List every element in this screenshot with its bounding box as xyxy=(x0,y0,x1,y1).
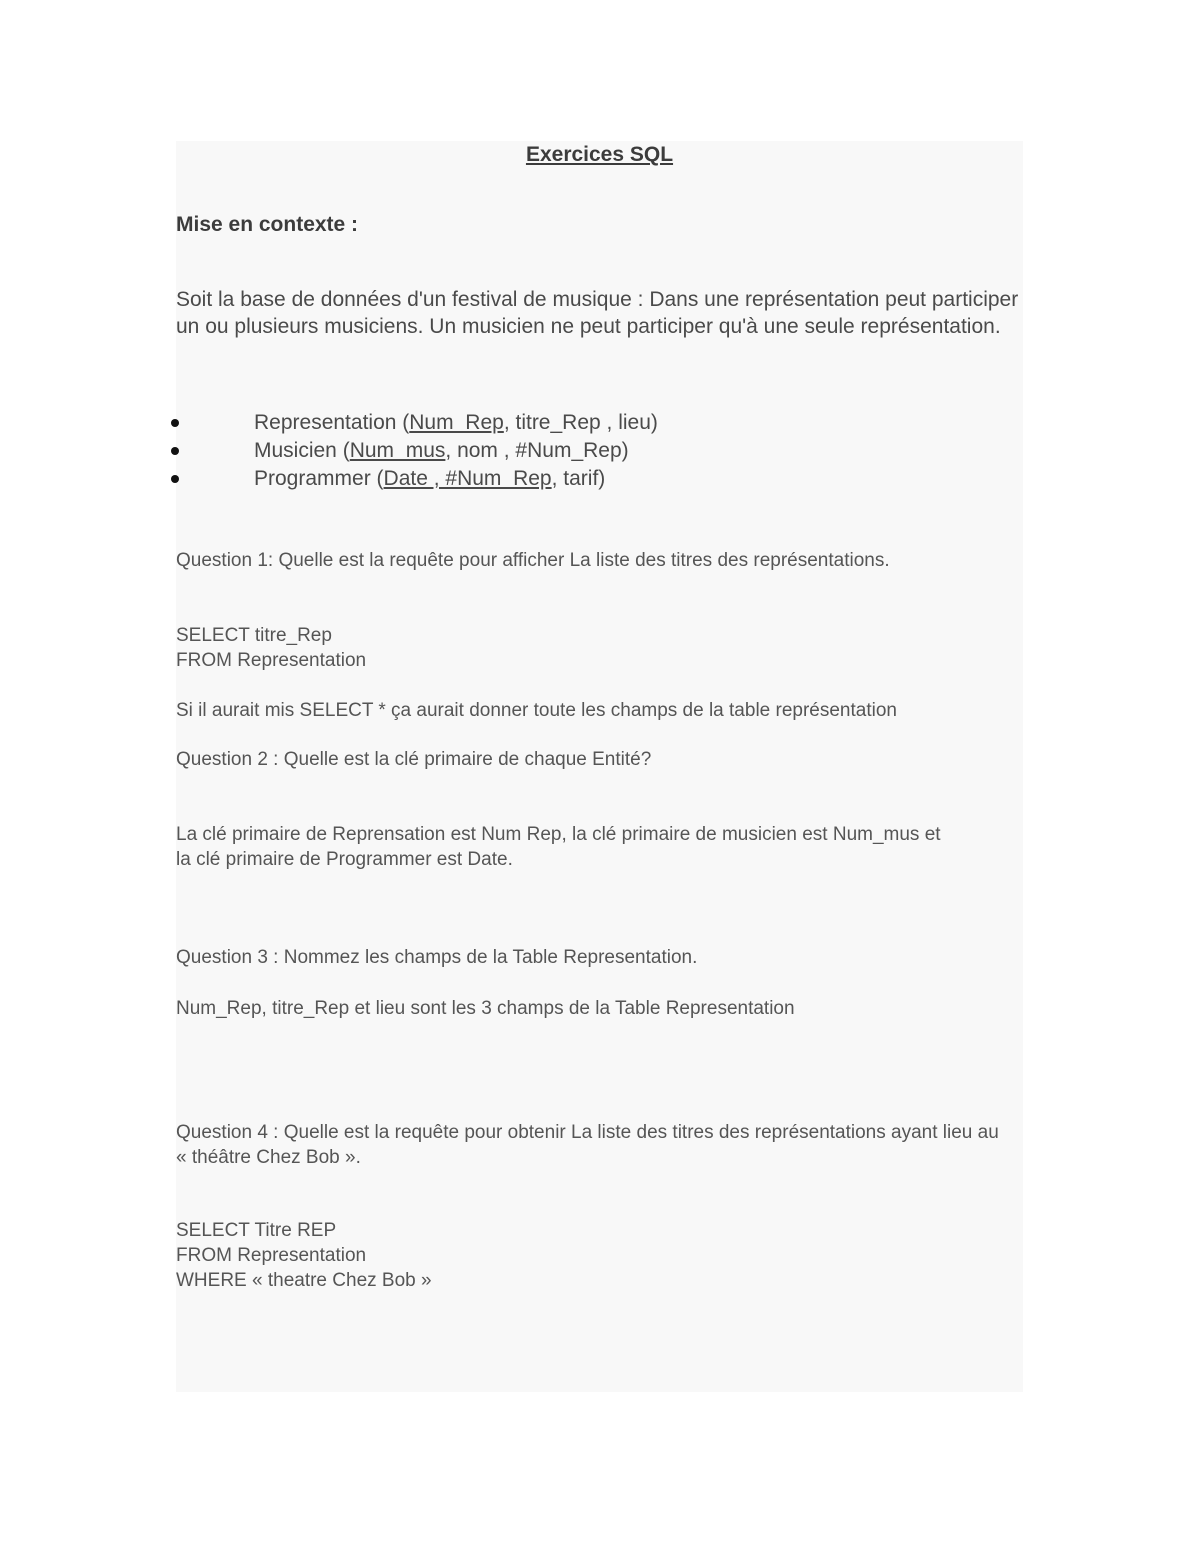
list-item xyxy=(168,409,658,437)
context-heading: Mise en contexte : xyxy=(176,213,359,236)
entity-name: Representation xyxy=(254,411,397,434)
bullet-icon xyxy=(171,447,179,455)
q1-sql-select: SELECT titre_Rep xyxy=(176,625,332,646)
entity-fields: , titre_Rep , lieu) xyxy=(503,411,658,434)
q4-sql-select: SELECT Titre REP xyxy=(176,1220,337,1241)
entity-fields: , nom , #Num_Rep) xyxy=(445,439,629,462)
bullet-icon xyxy=(171,475,179,483)
intro-paragraph: Soit la base de données d'un festival de musique : Dans une représentation peut participer un ou plusieurs musiciens. Un musicien ne peut participer qu'à une seule représentation. xyxy=(176,288,1019,338)
entity-paren: ( xyxy=(336,439,350,462)
bullet-icon xyxy=(171,419,179,427)
entity-fields: , tarif) xyxy=(551,467,606,490)
list-item xyxy=(168,437,658,465)
question-4: Question 4 : Quelle est la requête pour obtenir La liste des titres des représentations ayant lieu au « théâtre Chez Bob ». xyxy=(176,1122,999,1168)
q1-sql-from: FROM Representation xyxy=(176,650,367,671)
entity-name: Musicien xyxy=(254,439,337,462)
entity-name: Programmer xyxy=(254,467,371,490)
question-2: Question 2 : Quelle est la clé primaire de chaque Entité? xyxy=(176,749,652,770)
question-3: Question 3 : Nommez les champs de la Table Representation. xyxy=(176,947,698,968)
q4-sql-where: WHERE « theatre Chez Bob » xyxy=(176,1270,432,1291)
entity-primary-key: Date , #Num_Rep xyxy=(383,467,552,490)
question-1: Question 1: Quelle est la requête pour afficher La liste des titres des représentations. xyxy=(176,550,890,571)
entity-primary-key: Num_mus xyxy=(349,439,446,462)
q4-sql-from: FROM Representation xyxy=(176,1245,367,1266)
q3-answer: Num_Rep, titre_Rep et lieu sont les 3 champs de la Table Representation xyxy=(176,998,795,1019)
entity-paren: ( xyxy=(370,467,384,490)
entity-paren: ( xyxy=(396,411,410,434)
q1-note: Si il aurait mis SELECT * ça aurait donner toute les champs de la table représentation xyxy=(176,700,897,721)
entity-list xyxy=(168,409,658,493)
list-item xyxy=(168,465,658,493)
entity-primary-key: Num_Rep xyxy=(409,411,504,434)
document-title: Exercices SQL xyxy=(525,143,674,166)
q2-answer: La clé primaire de Reprensation est Num Rep, la clé primaire de musicien est Num_mus et la clé primaire de Programmer est Date. xyxy=(176,824,941,870)
